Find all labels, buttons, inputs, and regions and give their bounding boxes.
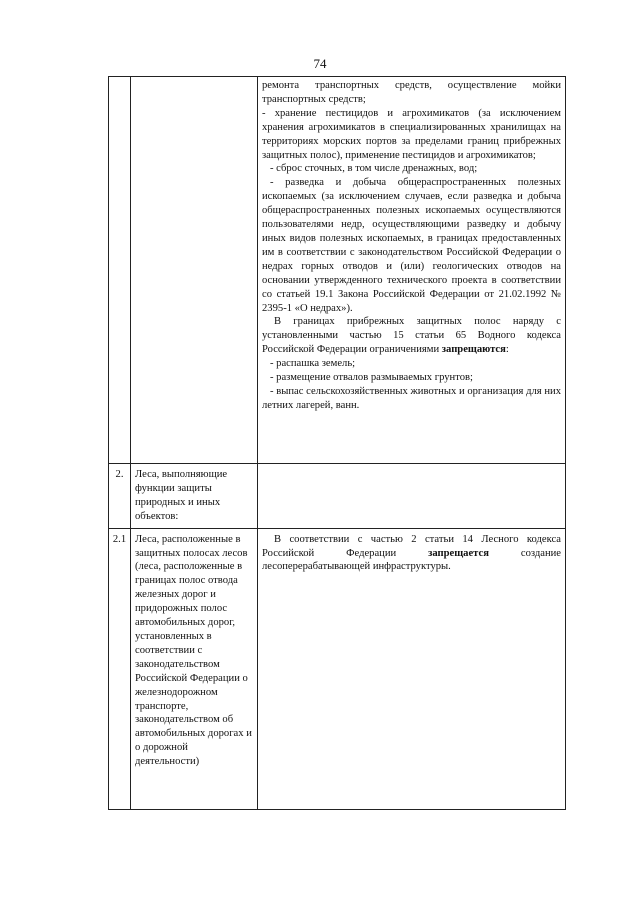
content-paragraph: ремонта транспортных средств, осуществление мойки транспортных средств; bbox=[262, 80, 561, 105]
content-paragraph: - хранение пестицидов и агрохимикатов (за исключением хранения агрохимикатов в специализированных хранилищах на территориях морских портов за пределами границ прибрежных защитных полос), применение пестицидов и агрохимикатов; bbox=[262, 107, 561, 161]
content-paragraph: - распашка земель; bbox=[270, 358, 356, 370]
text-span: создание лесоперерабатывающей инфраструктуры. bbox=[262, 547, 561, 573]
page-number: 74 bbox=[313, 56, 327, 71]
content-paragraph bbox=[262, 531, 561, 575]
row-content-cell bbox=[258, 464, 566, 529]
row-name-cell: Леса, выполняющие функции защиты природных и иных объектов: bbox=[131, 464, 258, 529]
bold-term: запрещается bbox=[428, 547, 489, 559]
text-span: : bbox=[505, 344, 509, 356]
row-content-cell bbox=[258, 528, 566, 809]
text-span: В границах прибрежных защитных полос наряду с установленными частью 15 статьи 65 Водного кодекса Российской Федерации ограничениями bbox=[262, 316, 561, 356]
row-number-cell bbox=[109, 77, 131, 464]
table-row bbox=[109, 528, 566, 809]
table-row bbox=[109, 464, 566, 529]
content-paragraph: - разведка и добыча общераспространенных полезных ископаемых (за исключением случаев, если разведка и добыча общераспространенных полезных ископаемых осуществляются пользователями недр, осуществляющими разведку и добычу иных видов полезных ископаемых, в границах предоставленных им в соответствии с законодательством Российской Федерации о недрах горных отводов и (или) геологических отводов на основании утвержденного технического проекта в соответствии со статьей 19.1 Закона Российской Федерации от 21.02.1992 № 2395-1 «О недрах»). bbox=[262, 177, 561, 314]
content-paragraph: - размещение отвалов размываемых грунтов; bbox=[270, 372, 473, 384]
table-row bbox=[109, 77, 566, 464]
content-paragraph bbox=[262, 315, 561, 357]
text-span: В соответствии с частью 2 статьи 14 Лесного кодекса Российской Федерации bbox=[262, 533, 561, 559]
row-content-cell bbox=[258, 77, 566, 464]
row-name-cell bbox=[131, 77, 258, 464]
document-table bbox=[108, 76, 566, 810]
row-number-cell: 2. bbox=[109, 464, 131, 529]
row-name-cell: Леса, расположенные в защитных полосах лесов (леса, расположенные в границах полос отвода железных дорог и придорожных полос автомобильных дорог, установленных в соответствии с законодательством Российской Федерации о железнодорожном транспорте, законодательством об автомобильных дорогах и о дорожной деятельности) bbox=[131, 528, 258, 809]
bold-term: запрещаются bbox=[441, 344, 506, 356]
row-number-cell: 2.1 bbox=[109, 528, 131, 809]
content-paragraph: - выпас сельскохозяйственных животных и организация для них летних лагерей, ванн. bbox=[262, 385, 561, 411]
content-paragraph: - сброс сточных, в том числе дренажных, вод; bbox=[270, 163, 478, 175]
